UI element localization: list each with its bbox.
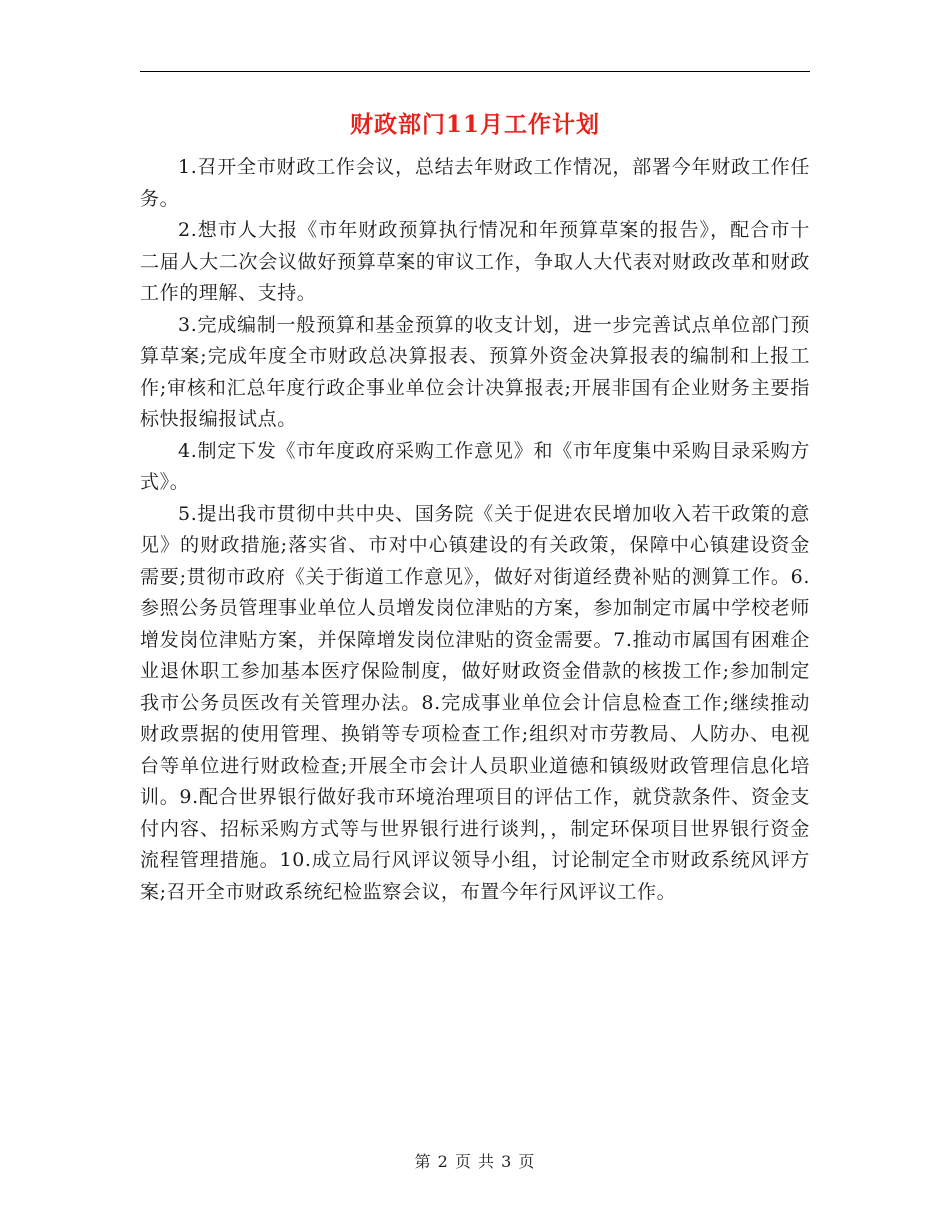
paragraph-4: 4.制定下发《市年度政府采购工作意见》和《市年度集中采购目录采购方式》。 <box>140 439 810 493</box>
paragraph-1: 1.召开全市财政工作会议，总结去年财政工作情况，部署今年财政工作任务。 <box>140 156 810 210</box>
paragraph-3: 3.完成编制一般预算和基金预算的收支计划，进一步完善试点单位部门预算草案;完成年度全市财政总决算报表、预算外资金决算报表的编制和上报工作;审核和汇总年度行政企事业单位会计决算报表;开展非国有企业财务主要指标快报编报试点。 <box>140 313 810 430</box>
document-title: 财政部门11月工作计划 <box>349 111 600 138</box>
document-body <box>140 152 810 908</box>
paragraph-2: 2.想市人大报《市年财政预算执行情况和年预算草案的报告》，配合市十二届人大二次会议做好预算草案的审议工作，争取人大代表对财政改革和财政工作的理解、支持。 <box>140 219 810 304</box>
page-number-footer: 第 2 页 共 3 页 <box>414 1152 536 1171</box>
paragraph-5: 5.提出我市贯彻中共中央、国务院《关于促进农民增加收入若干政策的意见》的财政措施;落实省、市对中心镇建设的有关政策，保障中心镇建设资金需要;贯彻市政府《关于街道工作意见》，做好对街道经费补贴的测算工作。6.参照公务员管理事业单位人员增发岗位津贴的方案，参加制定市属中学校老师增发岗位津贴方案，并保障增发岗位津贴的资金需要。7.推动市属国有困难企业退休职工参加基本医疗保险制度，做好财政资金借款的核拨工作;参加制定我市公务员医改有关管理办法。8.完成事业单位会计信息检查工作;继续推动财政票据的使用管理、换销等专项检查工作;组织对市劳教局、人防办、电视台等单位进行财政检查;开展全市会计人员职业道德和镇级财政管理信息化培训。9.配合世界银行做好我市环境治理项目的评估工作，就贷款条件、资金支付内容、招标采购方式等与世界银行进行谈判，，制定环保项目世界银行资金流程管理措施。10.成立局行风评议领导小组，讨论制定全市财政系统风评方案;召开全市财政系统纪检监察会议，布置今年行风评议工作。 <box>140 502 810 903</box>
header-rule <box>140 71 810 72</box>
